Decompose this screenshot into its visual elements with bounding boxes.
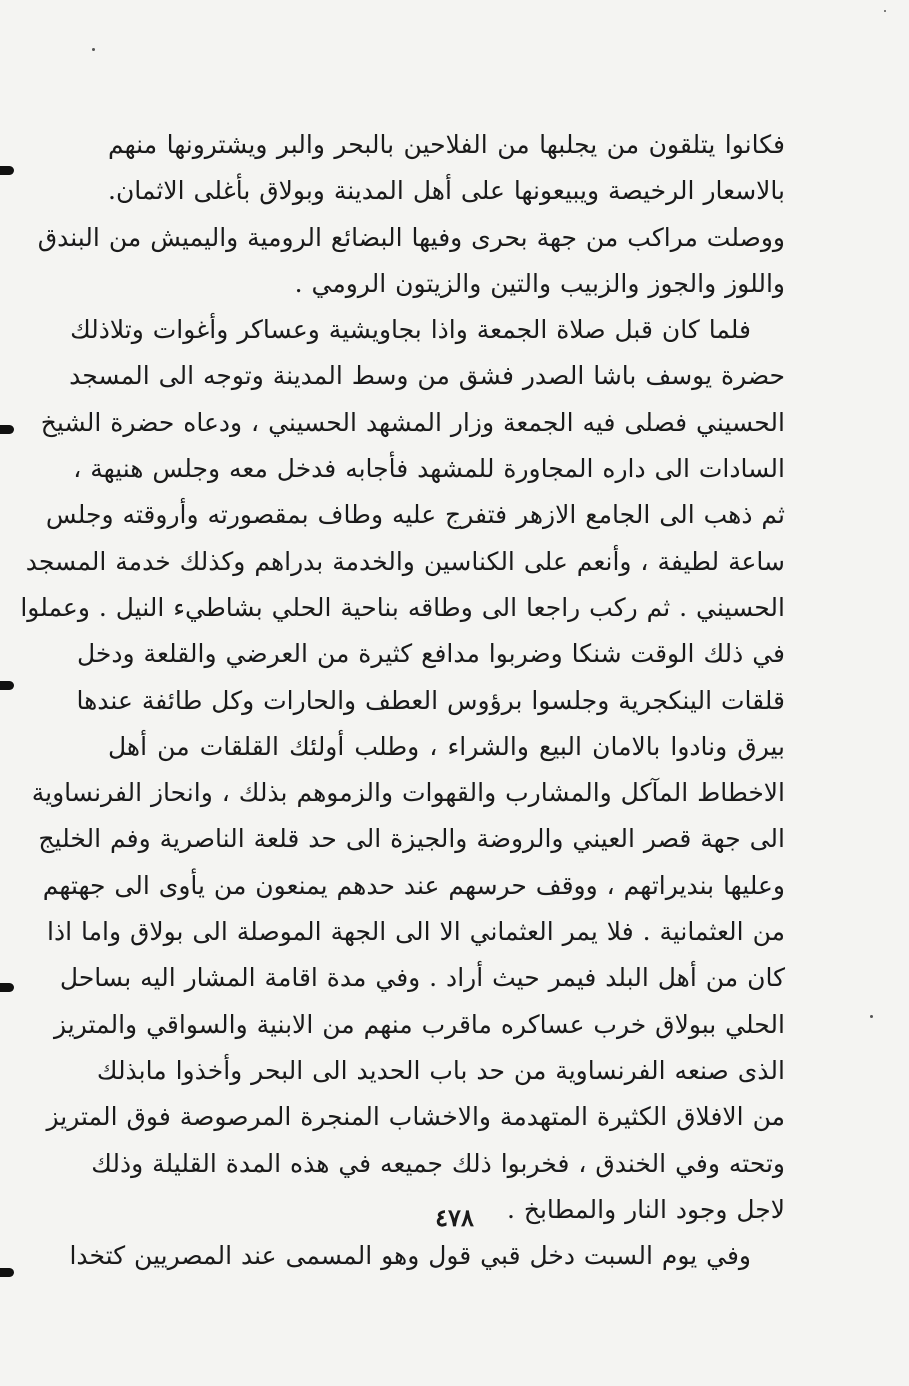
binding-mark: [0, 166, 14, 175]
binding-mark: [0, 983, 14, 992]
speck: [92, 48, 95, 51]
text-line: حضرة يوسف باشا الصدر فشق من وسط المدينة وتوجه الى المسجد: [69, 361, 785, 391]
text-line: لاجل وجود النار والمطابخ .: [506, 1194, 785, 1224]
text-line: قلقات الينكجرية وجلسوا برؤوس العطف والحارات وكل طائفة عندها: [76, 685, 785, 715]
text-line: من الافلاق الكثيرة المتهدمة والاخشاب المنجرة المرصوصة فوق المتريز: [46, 1102, 785, 1132]
text-line: الذى صنعه الفرنساوية من حد باب الحديد الى البحر وأخذوا مابذلك: [96, 1055, 785, 1085]
text-line: الاخطاط المآكل والمشارب والقهوات والزموهم بذلك ، وانحاز الفرنساوية: [31, 778, 785, 808]
text-line: بيرق ونادوا بالامان البيع والشراء ، وطلب أولئك القلقات من أهل: [108, 731, 785, 761]
binding-mark: [0, 1268, 14, 1277]
text-line: واللوز والجوز والزبيب والتين والزيتون الرومي .: [294, 268, 785, 298]
speck: [884, 10, 886, 12]
text-line: ووصلت مراكب من جهة بحرى وفيها البضائع الرومية واليميش من البندق: [37, 222, 785, 252]
text-line: كان من أهل البلد فيمر حيث أراد . وفي مدة اقامة المشار اليه بساحل: [59, 963, 785, 993]
text-line: بالاسعار الرخيصة ويبيعونها على أهل المدينة وبولاق بأغلى الاثمان.: [108, 176, 785, 206]
text-line: فكانوا يتلقون من يجلبها من الفلاحين بالبحر والبر ويشترونها منهم: [108, 130, 785, 159]
text-line: السادات الى داره المجاورة للمشهد فأجابه فدخل معه وجلس هنيهة ،: [73, 454, 785, 484]
body-text: [20, 122, 785, 1279]
text-line: وفي يوم السبت دخل قبي قول وهو المسمى عند المصريين كتخدا: [69, 1241, 751, 1271]
text-line: من العثمانية . فلا يمر العثماني الا الى الجهة الموصلة الى بولاق واما اذا: [47, 917, 785, 947]
speck: [870, 1015, 873, 1018]
text-line: الى جهة قصر العيني والروضة والجيزة الى حد قلعة الناصرية وفم الخليج: [38, 824, 785, 854]
binding-mark: [0, 425, 14, 434]
text-line: الحسيني . ثم ركب راجعا الى وطاقه بناحية الحلي بشاطيء النيل . وعملوا: [20, 592, 785, 622]
binding-mark: [0, 681, 14, 690]
text-line: الحسيني فصلى فيه الجمعة وزار المشهد الحسيني ، ودعاه حضرة الشيخ: [40, 407, 785, 437]
text-line: في ذلك الوقت شنكا وضربوا مدافع كثيرة من العرضي والقلعة ودخل: [77, 639, 785, 669]
text-line: الحلي ببولاق خرب عساكره ماقرب منهم من الابنية والسواقي والمتريز: [53, 1009, 785, 1039]
page-number: ٤٧٨: [435, 1203, 474, 1232]
text-line: فلما كان قبل صلاة الجمعة واذا بجاويشية وعساكر وأغوات وتلاذلك: [70, 315, 751, 345]
text-line: ساعة لطيفة ، وأنعم على الكناسين والخدمة بدراهم وكذلك خدمة المسجد: [25, 546, 785, 576]
text-line: ثم ذهب الى الجامع الازهر فتفرج عليه وطاف بمقصورته وأروقته وجلس: [45, 500, 785, 530]
text-line: وتحته وفي الخندق ، فخربوا ذلك جميعه في هذه المدة القليلة وذلك: [91, 1148, 785, 1178]
text-line: وعليها بنديراتهم ، ووقف حرسهم عند حدهم يمنعون من يأوى الى جهتهم: [42, 870, 785, 900]
